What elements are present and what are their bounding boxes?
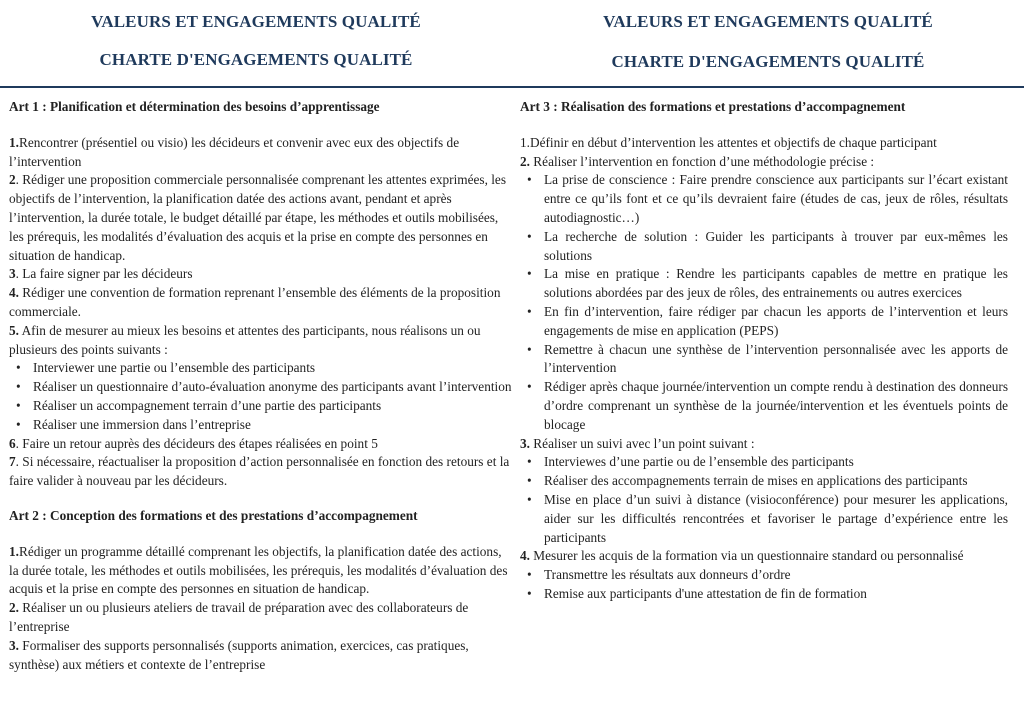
list-item: • Rédiger après chaque journée/intervention un compte rendu à destination des donneurs d’ordre comprenant un synthèse de la journée/intervention et les éventuels points de blocage: [544, 378, 1008, 434]
art2-item-1: 1.Rédiger un programme détaillé comprenant les objectifs, la planification datée des actions, la durée totale, les méthodes et outils mobilisées, les prérequis, les modalités d’évaluation des acquis et la prise en compte des personnes en situation de handicap.: [9, 543, 508, 597]
art1-item-1: 1.Rencontrer (présentiel ou visio) les décideurs et convenir avec eux des objectifs de l’intervention: [9, 134, 460, 169]
list-item: • Transmettre les résultats aux donneurs d’ordre: [544, 566, 1008, 585]
header-title-charter: CHARTE D'ENGAGEMENTS QUALITÉ: [611, 52, 925, 71]
art2-item-2: 2. Réaliser un ou plusieurs ateliers de travail de préparation avec des collaborateurs de l’entreprise: [9, 600, 469, 634]
art2-item-3: 3. Formaliser des supports personnalisés (supports animation, exercices, cas pratiques, synthèse) aux métiers et contexte de l’entreprise: [9, 637, 469, 672]
art3-step4-bullets: [520, 566, 1008, 604]
article-2-title: Art 2 : Conception des formations et des prestations d’accompagnement: [9, 507, 418, 523]
art1-item-5: 5. Afin de mesurer au mieux les besoins et attentes des participants, nous réalisons un ou plusieurs des points suivants :: [9, 322, 481, 357]
art3-step-3: 3. Réaliser un suivi avec l’un point suivant :: [520, 435, 755, 451]
art1-item-4: 4. Rédiger une convention de formation reprenant l’ensemble des éléments de la proposition commerciale.: [9, 285, 501, 319]
header-title-values: VALEURS ET ENGAGEMENTS QUALITÉ: [603, 12, 933, 31]
right-column: [520, 98, 1008, 604]
art1-item-3: 3. La faire signer par les décideurs: [9, 266, 193, 282]
article-1-title: Art 1 : Planification et détermination des besoins d’apprentissage: [9, 99, 380, 114]
left-column: [9, 98, 514, 674]
page-header: [0, 0, 1024, 86]
art3-step-1: 1.Définir en début d’intervention les attentes et objectifs de chaque participant: [520, 134, 937, 150]
list-item: • Mise en place d’un suivi à distance (visioconférence) pour mesurer les applications, aider sur les difficultés rencontrées et favoriser le partage d’expérience entre les participants: [544, 491, 1008, 547]
list-item: • La mise en pratique : Rendre les participants capables de mettre en pratique les solutions abordées par des jeux de rôles, des entrainements ou autres exercices: [544, 265, 1008, 303]
list-item: • Réaliser un questionnaire d’auto-évaluation anonyme des participants avant l’intervention: [33, 378, 514, 397]
art3-step2-bullets: [520, 171, 1008, 434]
art1-item-2: 2. Rédiger une proposition commerciale personnalisée comprenant les attentes exprimées, les objectifs de l’intervention, la planification datée des actions avant, pendant et après l’intervention, la durée totale, le budget détaillé par étape, les méthodes et outils mobilisées, les prérequis, les modalités d’évaluation des acquis et la prise en compte des personnes en situation de handicap.: [9, 172, 506, 263]
list-item: • Réaliser une immersion dans l’entreprise: [33, 416, 514, 435]
art3-step-4: 4. Mesurer les acquis de la formation via un questionnaire standard ou personnalisé: [520, 548, 964, 564]
header-divider: [0, 86, 1024, 88]
art1-bullet-list: [9, 359, 514, 434]
list-item: • Remettre à chacun une synthèse de l’intervention personnalisée avec les apports de l’intervention: [544, 341, 1008, 379]
art1-item-7: 7. Si nécessaire, réactualiser la proposition d’action personnalisée en fonction des retours et la faire valider à nouveau par les décideurs.: [9, 454, 510, 489]
list-item: • Réaliser des accompagnements terrain de mises en applications des participants: [544, 472, 1008, 491]
header-title-charter: CHARTE D'ENGAGEMENTS QUALITÉ: [99, 50, 413, 69]
list-item: • La recherche de solution : Guider les participants à trouver par eux-mêmes les solutions: [544, 228, 1008, 266]
article-3-title: Art 3 : Réalisation des formations et prestations d’accompagnement: [520, 99, 906, 114]
list-item: • En fin d’intervention, faire rédiger par chacun les apports de l’intervention et leurs engagements de mise en application (PEPS): [544, 303, 1008, 341]
list-item: • Interviewer une partie ou l’ensemble des participants: [33, 359, 514, 378]
list-item: • Remise aux participants d'une attestation de fin de formation: [544, 585, 1008, 604]
list-item: • Interviewes d’une partie ou de l’ensemble des participants: [544, 453, 1008, 472]
list-item: • La prise de conscience : Faire prendre conscience aux participants sur l’écart existant entre ce qu’ils font et ce qu’ils devraient faire (études de cas, jeux de rôles, résultats autodiagnostic…): [544, 171, 1008, 227]
list-item: • Réaliser un accompagnement terrain d’une partie des participants: [33, 397, 514, 416]
header-title-values: VALEURS ET ENGAGEMENTS QUALITÉ: [91, 12, 421, 31]
art3-step3-bullets: [520, 453, 1008, 547]
art1-item-6: 6. Faire un retour auprès des décideurs des étapes réalisées en point 5: [9, 435, 378, 451]
art3-step-2: 2. Réaliser l’intervention en fonction d’une méthodologie précise :: [520, 153, 875, 169]
